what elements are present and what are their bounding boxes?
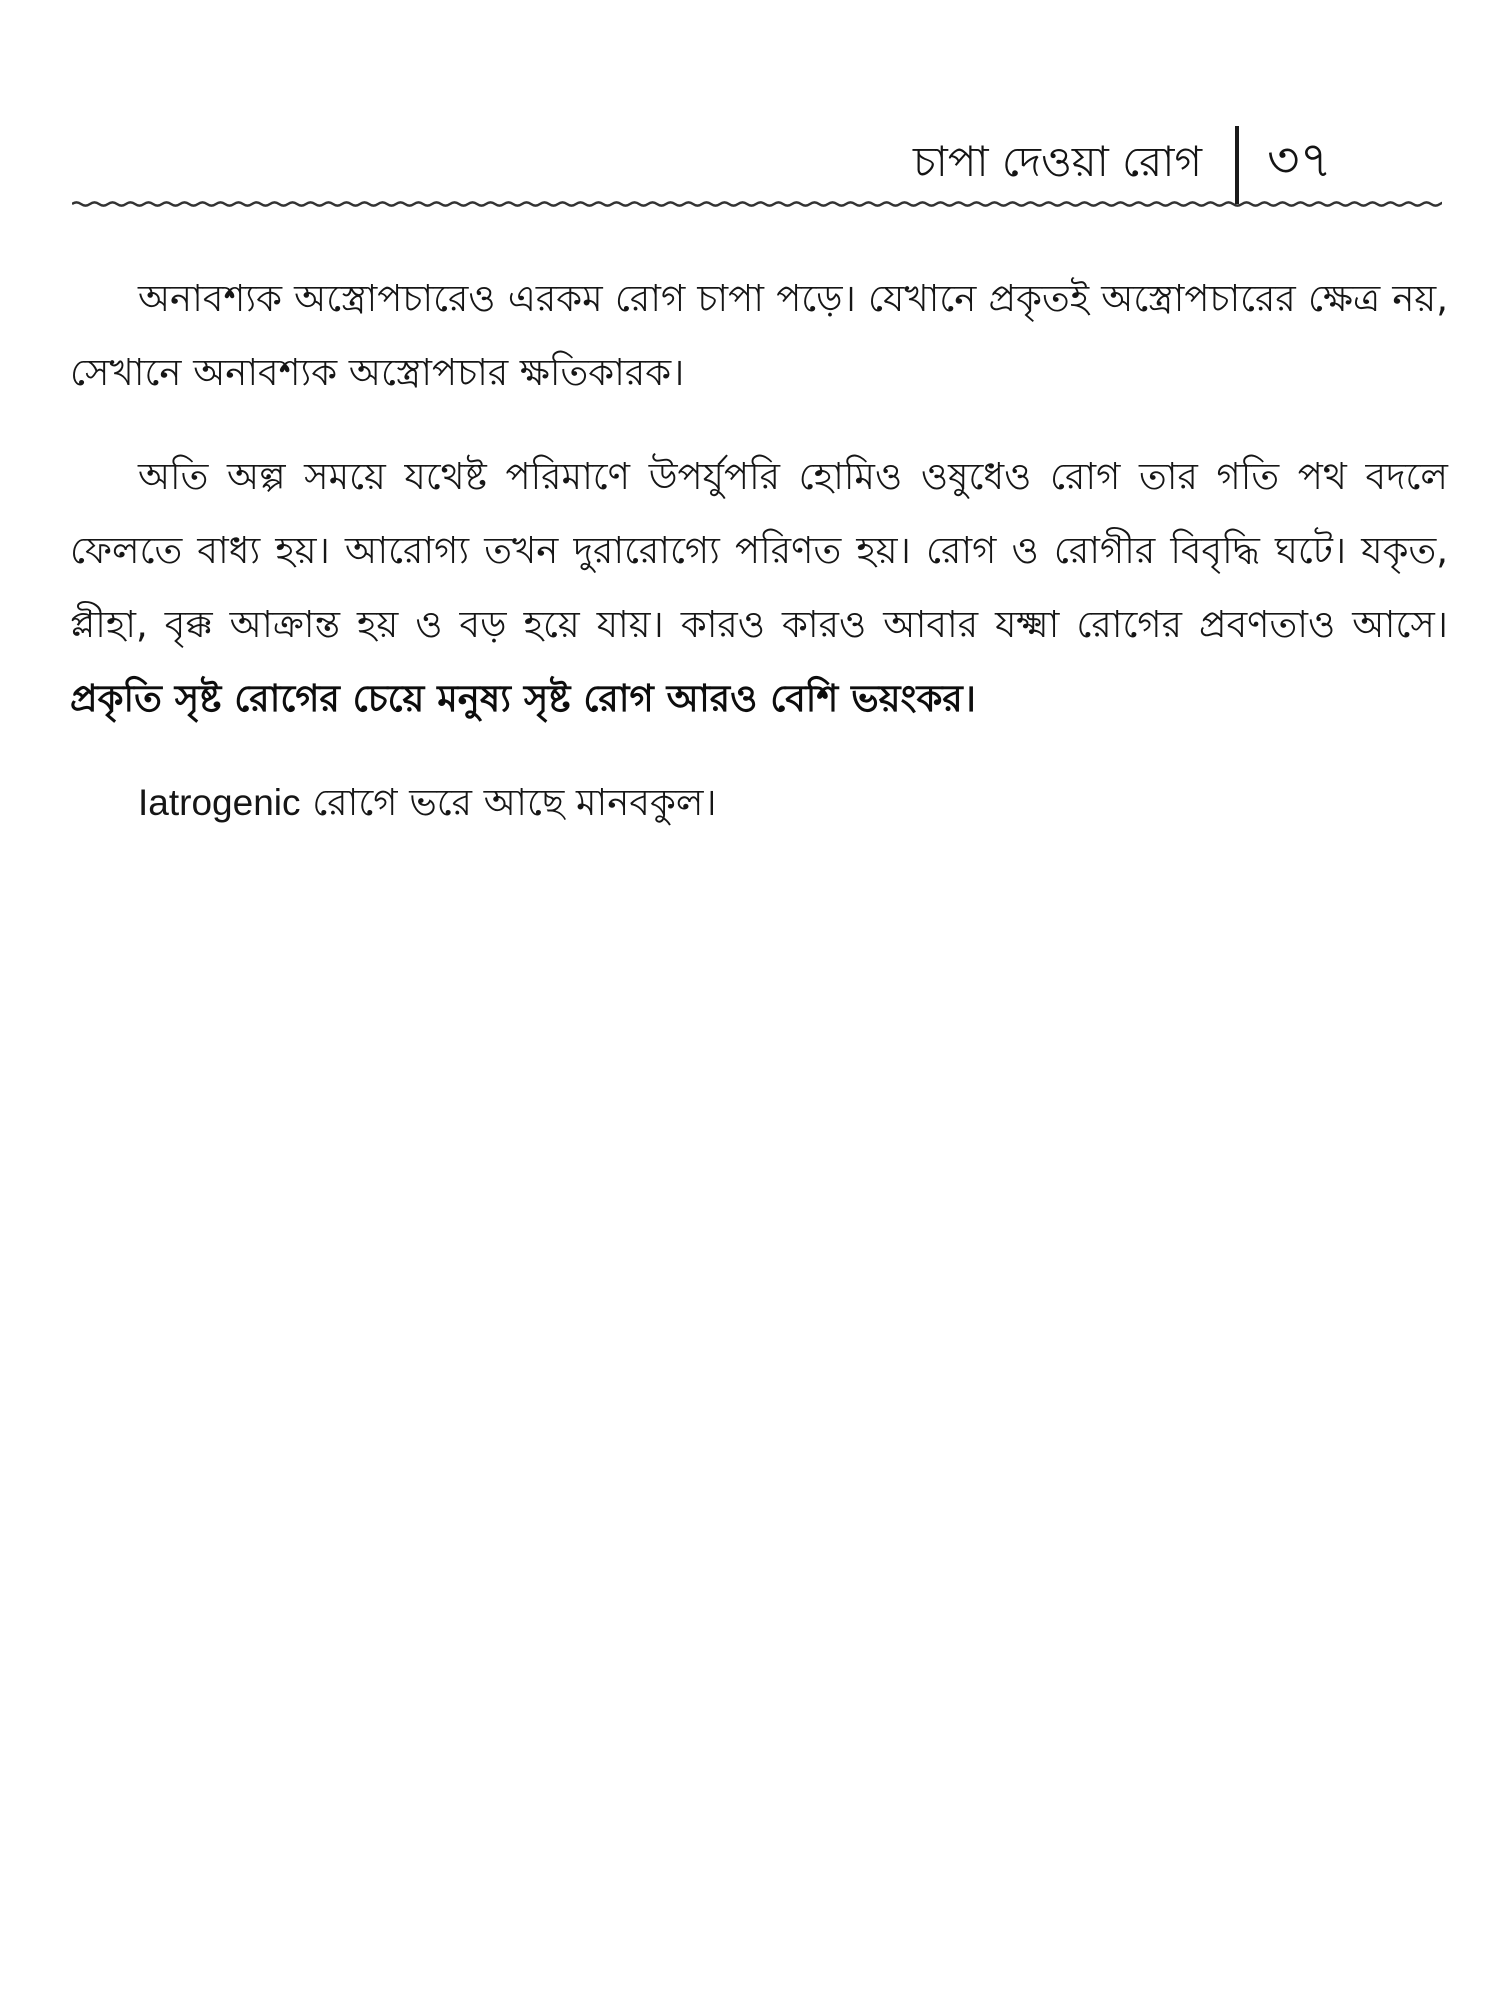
paragraph-1-text: অনাবশ্যক অস্ত্রোপচারেও এরকম রোগ চাপা পড়ে। যেখানে প্রকৃতই অস্ত্রোপচারের ক্ষেত্র নয়, সেখানে অনাবশ্যক অস্ত্রোপচার ক্ষতিকারক। (70, 277, 1448, 394)
paragraph-3 (70, 766, 1448, 840)
paragraph-1 (70, 262, 1448, 410)
header-divider (1235, 126, 1239, 204)
iatrogenic-term: Iatrogenic (138, 782, 301, 823)
paragraph-2-emphasis: প্রকৃতি সৃষ্ট রোগের চেয়ে মনুষ্য সৃষ্ট রোগ আরও বেশি ভয়ংকর। (70, 677, 976, 720)
paragraph-3-text: রোগে ভরে আছে মানবকুল। (312, 781, 717, 824)
paragraph-2-text: অতি অল্প সময়ে যথেষ্ট পরিমাণে উপর্যুপরি হোমিও ওষুধেও রোগ তার গতি পথ বদলে ফেলতে বাধ্য হয়। আরোগ্য তখন দুরারোগ্যে পরিণত হয়। রোগ ও রোগীর বিবৃদ্ধি ঘটে। যকৃত, প্লীহা, বৃক্ক আক্রান্ত হয় ও বড় হয়ে যায়। কারও কারও আবার যক্ষ্মা রোগের প্রবণতাও আসে। (70, 455, 1448, 646)
paragraph-2 (70, 440, 1448, 736)
wavy-rule (72, 196, 1442, 212)
body-text (70, 262, 1448, 870)
page-number: ৩৭ (1267, 131, 1333, 189)
chapter-title: চাপা দেওয়া রোগ (912, 137, 1202, 186)
